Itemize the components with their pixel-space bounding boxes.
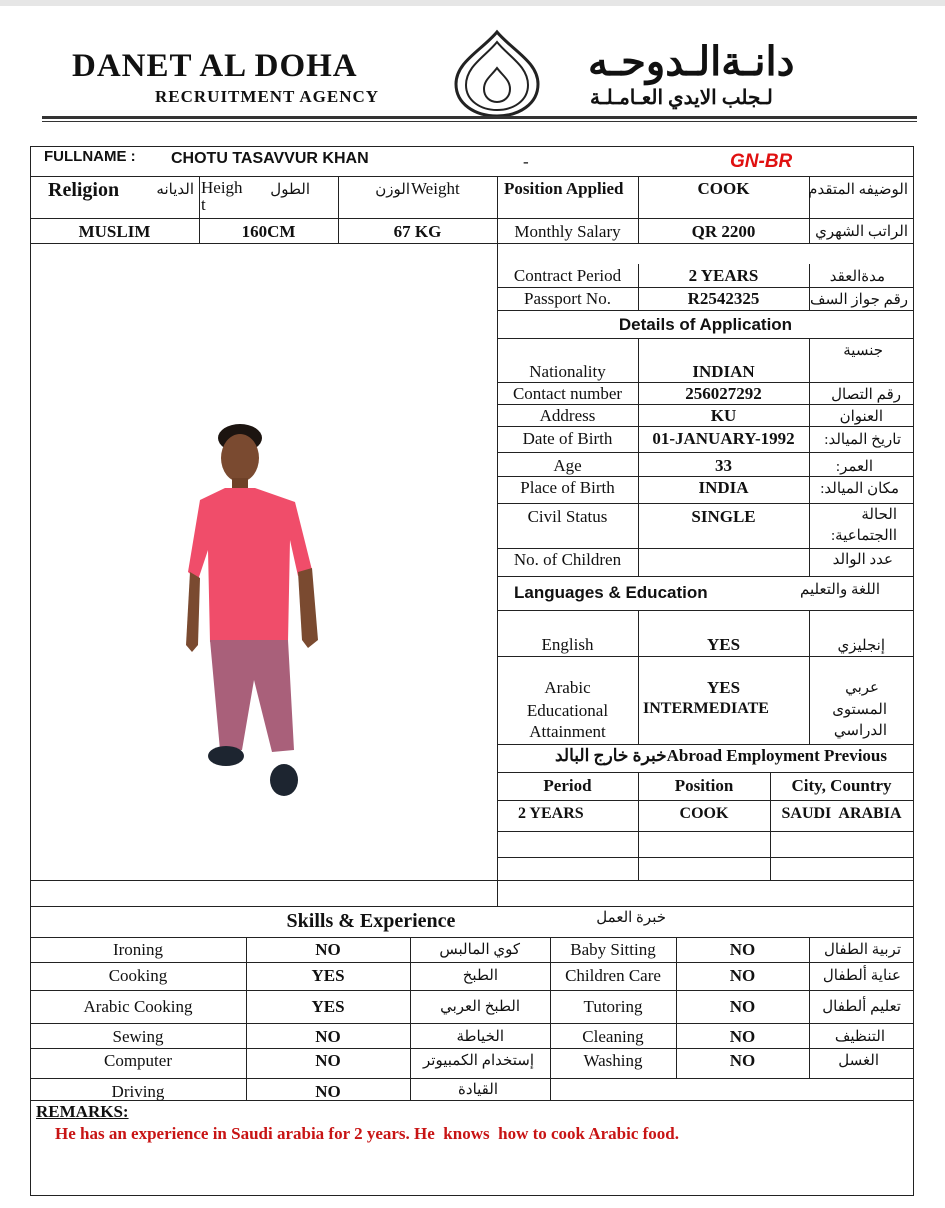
grid-line: [913, 146, 914, 1196]
agency-name-ar: دانـةالـدوحـه: [588, 39, 795, 84]
position-label: Position Applied: [504, 179, 624, 198]
grid-line: [809, 937, 810, 1078]
agency-subtitle-ar: لـجلب الايدي العـامـلـة: [590, 87, 773, 109]
education-label-ar: المستوى: [832, 702, 887, 718]
grid-line: [246, 937, 247, 1100]
skills-title: Skills & Experience: [286, 910, 456, 932]
education-label-2: Attainment: [529, 722, 606, 741]
grid-line: [30, 990, 914, 991]
skill-label: Arabic Cooking: [83, 997, 193, 1016]
detail-label: Age: [553, 456, 582, 475]
skill-label: Baby Sitting: [570, 940, 656, 959]
detail-label-ar: مكان الميالد:: [820, 481, 899, 497]
agency-name-en: DANET AL DOHA: [72, 48, 358, 84]
grid-line: [497, 452, 914, 453]
skill-value: NO: [729, 997, 756, 1016]
detail-label-ar: عدد الوالد: [832, 552, 893, 568]
grid-line: [30, 218, 914, 219]
skills-title-ar: خبرة العمل: [596, 910, 666, 926]
height-label-ar: الطول: [270, 182, 310, 198]
remarks-text: He has an experience in Saudi arabia for 2 years. He knows how to cook Arabic food.: [55, 1124, 679, 1143]
detail-label: No. of Children: [513, 550, 622, 569]
fullname-label: FULLNAME :: [44, 148, 136, 165]
skill-label-ar: الطبخ العربي: [440, 999, 520, 1015]
religion-label: Religion: [48, 179, 120, 201]
detail-value: 01-JANUARY-1992: [652, 429, 795, 448]
arabic-label-ar: عربي: [845, 680, 879, 696]
grid-line: [497, 503, 914, 504]
languages-title: Languages & Education: [514, 583, 708, 602]
grid-line: [30, 243, 914, 244]
grid-line: [30, 962, 914, 963]
grid-line: [497, 548, 914, 549]
skill-label: Cooking: [108, 966, 168, 985]
grid-line: [497, 426, 914, 427]
height-value: 160CM: [241, 222, 296, 241]
grid-line: [497, 310, 914, 311]
grid-line: [497, 404, 914, 405]
grid-line: [809, 610, 810, 744]
detail-label: Address: [539, 406, 596, 425]
salary-value: QR 2200: [691, 222, 756, 241]
skill-value: NO: [729, 940, 756, 959]
skill-label-ar: التنظيف: [834, 1029, 885, 1045]
salary-label-ar: الراتب الشهري: [815, 224, 908, 240]
grid-line: [30, 176, 914, 177]
skill-label: Children Care: [565, 966, 661, 985]
weight-value: 67 KG: [393, 222, 442, 241]
position-label-ar: الوضيفه المتقدم: [808, 182, 908, 198]
grid-line: [497, 338, 914, 339]
education-label: Educational: [526, 701, 609, 720]
weight-label: Weight: [411, 179, 460, 198]
detail-label: Contact number: [512, 384, 623, 403]
abroad-cell: 2 YEARS: [518, 805, 584, 822]
skill-value: NO: [729, 1051, 756, 1070]
grid-line: [30, 1195, 914, 1196]
grid-line: [30, 1023, 914, 1024]
grid-line: [638, 610, 639, 744]
skill-label-ar: الغسل: [838, 1053, 879, 1069]
skill-label: Cleaning: [582, 1027, 644, 1046]
detail-label-ar: الحالة االجتماعية:: [830, 507, 897, 544]
grid-line: [30, 146, 914, 147]
agency-subtitle-en: RECRUITMENT AGENCY: [155, 87, 380, 106]
top-strip: [0, 0, 945, 6]
skill-value: NO: [315, 940, 341, 959]
header-rule-thin: [42, 121, 917, 122]
skill-label: Ironing: [112, 940, 164, 959]
detail-label: Date of Birth: [522, 429, 613, 448]
header-rule: [42, 116, 917, 119]
detail-label-ar: رقم التصال: [831, 387, 901, 403]
agency-emblem-icon: [452, 28, 542, 118]
abroad-cell: SAUDI ARABIA: [781, 805, 902, 822]
salary-label: Monthly Salary: [514, 222, 621, 241]
detail-label: Place of Birth: [520, 478, 615, 497]
english-label: English: [541, 635, 594, 654]
education-label-ar-2: الدراسي: [833, 723, 887, 739]
skill-label-ar: تعليم ألطفال: [822, 999, 901, 1015]
detail-label-ar: تاريخ الميالد:: [824, 432, 901, 448]
height-label: Heigh t: [201, 178, 243, 214]
grid-line: [30, 906, 914, 907]
candidate-photo: [180, 420, 340, 800]
weight-label-ar: الوزن: [375, 182, 410, 198]
skill-value: NO: [315, 1027, 341, 1046]
skill-label: Driving: [111, 1082, 165, 1101]
grid-line: [497, 287, 914, 288]
skill-label-ar: القيادة: [458, 1082, 498, 1098]
skill-value: NO: [729, 966, 756, 985]
grid-line: [497, 576, 914, 577]
details-title: Details of Application: [618, 315, 793, 334]
grid-line: [497, 772, 914, 773]
skill-label-ar: تربية الطفال: [823, 942, 901, 958]
detail-label: Nationality: [529, 362, 606, 381]
religion-label-ar: الديانه: [156, 182, 194, 198]
skill-label-ar: كوي المالبس: [439, 942, 520, 958]
skill-value: NO: [315, 1082, 341, 1101]
skill-value: NO: [729, 1027, 756, 1046]
grid-line: [550, 937, 551, 1100]
passport-label-ar: رقم جواز السف: [810, 292, 908, 308]
grid-line: [30, 1078, 914, 1079]
arabic-label: Arabic: [544, 678, 591, 697]
grid-line: [497, 382, 914, 383]
skill-label-ar: إستخدام الكمبيوتر: [423, 1053, 534, 1069]
skill-label-ar: عناية ألطفال: [822, 968, 901, 984]
grid-line: [30, 1048, 914, 1049]
abroad-title: خبرة خارج البالدAbroad Employment Previous: [554, 746, 887, 765]
detail-value: INDIAN: [692, 362, 755, 381]
contract-label-ar: مدةالعقد: [829, 269, 885, 285]
grid-line: [497, 610, 914, 611]
passport-label: Passport No.: [524, 289, 611, 308]
english-value: YES: [706, 635, 741, 654]
languages-title-ar: اللغة والتعليم: [800, 582, 880, 598]
skill-value: YES: [311, 997, 345, 1016]
education-value: INTERMEDIATE: [643, 700, 769, 717]
contract-value: 2 YEARS: [688, 266, 759, 285]
grid-line: [497, 744, 914, 745]
remarks-label: REMARKS:: [36, 1102, 129, 1121]
abroad-cell: COOK: [679, 805, 729, 822]
abroad-header: Position: [674, 776, 734, 795]
passport-value: R2542325: [687, 289, 760, 308]
detail-value: 256027292: [685, 384, 762, 403]
grid-line: [30, 880, 914, 881]
skill-label: Computer: [104, 1051, 172, 1070]
arabic-value: YES: [706, 678, 741, 697]
skill-label: Washing: [583, 1051, 643, 1070]
english-label-ar: إنجليزي: [837, 638, 885, 654]
header-dash: -: [523, 152, 529, 171]
detail-value: 33: [715, 456, 732, 475]
skill-label-ar: الخياطة: [456, 1029, 504, 1045]
skill-value: YES: [311, 966, 345, 985]
skill-value: NO: [315, 1051, 341, 1070]
detail-value: KU: [710, 406, 737, 425]
fullname-value: CHOTU TASAVVUR KHAN: [171, 150, 369, 167]
abroad-header: Period: [543, 776, 592, 795]
detail-label-ar: العمر:: [835, 459, 873, 475]
abroad-header: City, Country: [791, 776, 892, 795]
detail-value: SINGLE: [691, 507, 756, 526]
skill-label-ar: الطبخ: [462, 968, 498, 984]
detail-value: INDIA: [698, 478, 749, 497]
grid-line: [410, 937, 411, 1100]
grid-line: [497, 800, 914, 801]
grid-line: [497, 857, 914, 858]
position-value: COOK: [697, 179, 750, 198]
detail-label: Civil Status: [527, 507, 608, 526]
detail-label-ar: العنوان: [839, 409, 883, 425]
skill-label: Sewing: [112, 1027, 164, 1046]
detail-label-ar: جنسية: [843, 343, 883, 359]
skill-label: Tutoring: [583, 997, 643, 1016]
grid-line: [497, 831, 914, 832]
contract-label: Contract Period: [513, 266, 622, 285]
applicant-code: GN-BR: [730, 151, 793, 172]
grid-line: [809, 338, 810, 576]
religion-value: MUSLIM: [78, 222, 151, 241]
grid-line: [497, 476, 914, 477]
grid-line: [497, 656, 914, 657]
grid-line: [30, 937, 914, 938]
